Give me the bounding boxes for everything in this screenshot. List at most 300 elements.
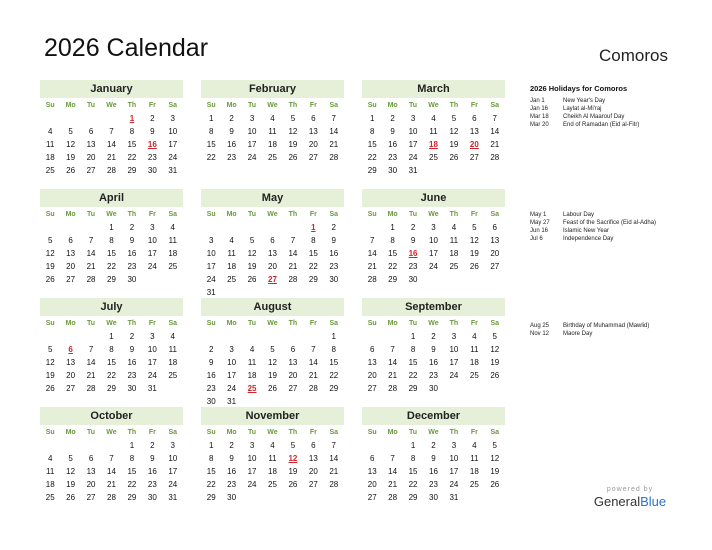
day-cell: 10 [408,127,418,136]
day-cell: 26 [469,262,479,271]
weekday-label: Tu [409,102,418,109]
day-cell: 10 [247,454,257,463]
day-cell: 30 [127,384,137,393]
day-cell: 14 [288,249,298,258]
empty-cell [81,439,101,452]
day-grid [40,439,183,504]
day-cell: 8 [129,127,135,136]
day-cell: 13 [490,236,500,245]
day-cell: 9 [129,236,135,245]
empty-cell [262,221,282,234]
day-cell: 8 [369,127,375,136]
day-cell: 26 [66,166,76,175]
day-cell: 2 [229,114,234,123]
weekday-header [201,426,344,439]
day-cell: 8 [129,454,135,463]
day-cell: 20 [66,262,76,271]
day-cell: 13 [288,358,298,367]
day-cell: 21 [367,262,377,271]
day-cell: 22 [308,262,318,271]
day-cell: 23 [429,371,438,380]
holiday-entry [530,97,700,105]
day-cell: 2 [331,223,336,232]
day-cell: 11 [268,127,277,136]
day-cell: 17 [147,358,157,367]
day-cell: 20 [367,371,377,380]
day-cell: 14 [86,358,96,367]
weekday-label: Sa [329,429,339,436]
day-cell: 15 [206,467,216,476]
month-july [40,298,183,395]
month-name: December [362,407,505,425]
day-cell: 15 [308,249,318,258]
day-cell: 26 [45,275,55,284]
day-cell: 23 [329,262,339,271]
day-cell: 8 [331,345,336,354]
day-cell: 24 [227,384,237,393]
holiday-group [530,322,700,338]
page-title: 2026 Calendar [44,34,209,62]
weekday-label: Fr [470,429,478,436]
day-cell: 26 [288,153,298,162]
empty-cell [40,439,60,452]
day-cell: 6 [290,345,296,354]
day-cell: 5 [290,114,296,123]
day-cell: 11 [227,249,236,258]
day-cell: 8 [109,345,114,354]
holiday-date: Jul 6 [530,236,543,242]
weekday-label: Fr [309,102,317,109]
day-cell: 28 [490,153,500,162]
day-cell: 29 [107,384,116,393]
day-cell: 6 [472,114,477,123]
day-cell: 22 [127,153,137,162]
day-cell: 31 [227,397,237,406]
day-cell: 21 [107,153,116,162]
day-cell: 11 [247,358,257,367]
day-cell: 26 [268,384,277,393]
empty-cell [262,330,282,343]
day-cell: 28 [388,493,398,502]
empty-cell [40,112,60,125]
day-cell: 12 [66,467,76,476]
day-cell: 24 [168,480,178,489]
weekday-label: We [106,102,117,109]
day-cell: 17 [206,262,216,271]
day-cell: 22 [206,480,216,489]
day-cell: 7 [369,236,375,245]
day-cell: 13 [367,358,377,367]
weekday-label: Sa [490,320,500,327]
day-cell: 11 [470,454,479,463]
empty-cell [201,221,221,234]
day-cell: 19 [66,153,76,162]
day-cell: 4 [451,223,457,232]
weekday-label: Sa [490,102,500,109]
day-cell: 12 [45,358,55,367]
empty-cell [362,330,382,343]
day-grid [362,221,505,286]
day-cell: 14 [388,467,398,476]
month-february [201,80,344,164]
weekday-label: Mo [65,320,76,327]
day-cell: 10 [147,345,157,354]
day-cell: 28 [388,384,398,393]
day-grid [362,439,505,504]
weekday-label: Mo [226,102,237,109]
day-cell: 4 [47,454,53,463]
weekday-label: We [267,429,278,436]
holiday-day: 1 [129,114,135,123]
powered-by-text: powered by [606,486,654,493]
day-cell: 12 [45,249,55,258]
day-cell: 28 [288,275,298,284]
day-cell: 17 [408,140,418,149]
weekday-label: Su [367,102,377,109]
holiday-entry [530,113,700,121]
holiday-date: May 27 [530,220,550,226]
day-cell: 11 [168,345,177,354]
holiday-day: 6 [68,345,73,354]
day-cell: 21 [329,140,339,149]
empty-cell [101,439,121,452]
weekday-label: Mo [226,429,237,436]
weekday-label: Sa [329,211,339,218]
day-cell: 18 [268,140,277,149]
day-cell: 29 [308,275,318,284]
day-cell: 1 [410,332,416,341]
weekday-label: Mo [387,102,398,109]
weekday-label: Th [127,320,137,327]
day-cell: 30 [206,397,216,406]
day-cell: 10 [449,454,459,463]
day-cell: 1 [208,114,214,123]
day-cell: 21 [490,140,500,149]
day-cell: 24 [449,480,459,489]
day-cell: 24 [147,262,157,271]
day-cell: 15 [388,249,398,258]
day-cell: 28 [107,493,116,502]
holiday-entry [530,235,700,243]
holiday-entry [530,121,700,129]
day-cell: 10 [247,127,257,136]
day-cell: 6 [492,223,497,232]
day-cell: 26 [66,493,76,502]
day-cell: 3 [150,332,155,341]
holiday-group [530,84,700,129]
day-cell: 31 [168,493,178,502]
day-cell: 25 [45,493,55,502]
day-cell: 20 [66,371,76,380]
weekday-label: Su [206,102,216,109]
weekday-label: We [428,429,439,436]
day-cell: 5 [451,114,457,123]
day-cell: 16 [329,249,339,258]
holiday-entry [530,330,700,338]
day-cell: 9 [431,345,436,354]
day-cell: 7 [88,236,94,245]
day-cell: 7 [290,236,296,245]
weekday-label: Fr [148,320,156,327]
day-cell: 20 [86,480,96,489]
day-cell: 8 [208,127,214,136]
weekday-label: Th [449,320,459,327]
weekday-label: We [428,320,439,327]
day-cell: 10 [168,127,178,136]
weekday-label: Fr [470,320,478,327]
day-cell: 14 [86,249,96,258]
day-grid [40,112,183,177]
day-cell: 22 [206,153,216,162]
day-cell: 8 [208,454,214,463]
day-cell: 16 [429,467,438,476]
day-cell: 20 [367,480,377,489]
day-cell: 5 [47,345,53,354]
day-cell: 7 [390,454,395,463]
day-cell: 20 [308,140,318,149]
weekday-header [40,426,183,439]
weekday-label: Tu [409,429,418,436]
day-cell: 1 [410,441,416,450]
day-cell: 29 [127,493,137,502]
country-label: Comoros [599,46,668,65]
weekday-header [362,208,505,221]
day-cell: 23 [147,480,157,489]
weekday-label: Th [449,102,459,109]
weekday-label: Tu [409,320,418,327]
holiday-day: 25 [247,384,257,393]
month-name: July [40,298,183,316]
day-cell: 9 [410,236,416,245]
day-grid [40,221,183,286]
holiday-date: Aug 25 [530,323,550,329]
weekday-label: Fr [148,102,156,109]
day-cell: 6 [88,454,94,463]
day-cell: 8 [410,454,416,463]
day-cell: 3 [431,223,436,232]
day-cell: 6 [270,236,275,245]
day-cell: 8 [109,236,114,245]
day-cell: 27 [308,153,318,162]
day-cell: 12 [66,140,76,149]
day-cell: 6 [68,236,73,245]
day-cell: 24 [429,262,438,271]
day-cell: 26 [288,480,298,489]
day-cell: 28 [329,480,339,489]
day-grid [201,330,344,408]
weekday-label: Sa [168,211,178,218]
weekday-label: Su [367,211,377,218]
day-cell: 29 [206,493,216,502]
day-cell: 13 [308,454,318,463]
day-cell: 25 [268,153,277,162]
day-cell: 6 [369,345,375,354]
holiday-date: Jan 16 [530,106,549,112]
day-cell: 19 [288,140,298,149]
day-cell: 23 [127,371,137,380]
day-cell: 18 [469,467,479,476]
day-cell: 16 [388,140,398,149]
empty-cell [221,330,241,343]
weekday-label: Sa [329,320,339,327]
day-cell: 13 [86,467,96,476]
month-march [362,80,505,177]
holiday-entry [530,227,700,235]
weekday-label: We [267,211,278,218]
day-cell: 30 [388,166,398,175]
day-cell: 30 [429,493,438,502]
day-cell: 10 [449,345,459,354]
day-cell: 4 [270,441,275,450]
day-cell: 12 [449,127,459,136]
day-cell: 16 [127,358,137,367]
day-cell: 19 [490,467,500,476]
day-cell: 22 [367,153,377,162]
day-cell: 15 [107,358,116,367]
weekday-label: Tu [248,429,257,436]
empty-cell [81,221,101,234]
day-grid [201,221,344,299]
day-cell: 15 [127,140,137,149]
day-cell: 25 [268,480,277,489]
day-cell: 14 [329,454,339,463]
weekday-label: Sa [490,211,500,218]
day-cell: 22 [408,480,418,489]
empty-cell [81,112,101,125]
day-cell: 2 [150,441,155,450]
day-cell: 5 [68,127,73,136]
day-cell: 15 [408,467,418,476]
day-cell: 9 [129,345,135,354]
holiday-name: Laylat al-Mi'raj [563,106,602,112]
weekday-header [201,99,344,112]
weekday-label: Fr [309,429,317,436]
holiday-day: 18 [429,140,438,149]
day-cell: 15 [367,140,377,149]
empty-cell [60,221,80,234]
day-cell: 24 [408,153,418,162]
day-cell: 25 [227,275,237,284]
holiday-date: Jun 16 [530,228,549,234]
weekday-label: Th [127,211,137,218]
holiday-day: 27 [268,275,277,284]
day-cell: 5 [249,236,255,245]
holiday-name: New Year's Day [563,98,606,104]
day-cell: 10 [429,236,438,245]
weekday-label: Mo [387,211,398,218]
holiday-list-title: 2026 Holidays for Comoros [530,84,628,93]
empty-cell [60,439,80,452]
holiday-entry [530,322,700,330]
weekday-label: We [267,102,278,109]
month-name: September [362,298,505,316]
weekday-label: Fr [470,102,478,109]
day-cell: 1 [129,441,135,450]
day-cell: 4 [270,114,275,123]
day-cell: 4 [170,332,175,341]
month-name: May [201,189,344,207]
day-cell: 17 [247,140,257,149]
day-cell: 19 [469,249,479,258]
day-cell: 16 [206,371,216,380]
holiday-day: 20 [469,140,479,149]
holiday-day: 16 [408,249,418,258]
day-cell: 9 [150,454,155,463]
day-cell: 24 [168,153,178,162]
day-cell: 17 [429,249,438,258]
day-cell: 9 [208,358,214,367]
day-cell: 19 [490,358,500,367]
weekday-label: Sa [329,102,339,109]
day-cell: 4 [229,236,234,245]
day-cell: 22 [388,262,398,271]
weekday-label: Su [367,429,377,436]
day-cell: 14 [107,140,116,149]
day-cell: 2 [150,114,155,123]
day-cell: 30 [147,166,157,175]
month-september [362,298,505,395]
day-cell: 21 [86,371,96,380]
day-cell: 13 [86,140,96,149]
day-cell: 2 [410,223,416,232]
day-cell: 26 [45,384,55,393]
day-cell: 12 [268,358,277,367]
month-august [201,298,344,408]
day-cell: 25 [168,371,178,380]
day-cell: 27 [367,384,377,393]
holiday-name: Independence Day [563,236,614,242]
day-cell: 11 [46,467,55,476]
empty-cell [242,221,262,234]
day-cell: 12 [247,249,257,258]
holiday-date: May 1 [530,212,547,218]
month-january [40,80,183,177]
empty-cell [382,439,402,452]
day-cell: 26 [247,275,257,284]
day-cell: 17 [168,140,178,149]
day-cell: 17 [147,249,157,258]
weekday-label: Mo [65,102,76,109]
day-cell: 22 [408,371,418,380]
weekday-header [40,208,183,221]
day-cell: 3 [208,236,214,245]
day-cell: 9 [229,454,234,463]
day-cell: 14 [490,127,500,136]
day-cell: 29 [408,493,418,502]
day-cell: 28 [329,153,339,162]
day-cell: 5 [492,441,497,450]
month-name: April [40,189,183,207]
weekday-label: Mo [387,429,398,436]
day-cell: 4 [472,441,477,450]
day-cell: 23 [429,480,438,489]
day-cell: 10 [168,454,178,463]
day-cell: 15 [408,358,418,367]
empty-cell [362,221,382,234]
day-cell: 13 [308,127,318,136]
weekday-label: We [106,211,117,218]
holiday-name: Cheikh Al Maarouf Day [563,114,625,120]
day-cell: 16 [127,249,137,258]
weekday-header [362,99,505,112]
holiday-group [530,211,700,243]
day-cell: 14 [367,249,377,258]
day-cell: 27 [66,275,76,284]
day-cell: 9 [390,127,395,136]
day-cell: 7 [331,441,336,450]
day-cell: 20 [490,249,500,258]
day-cell: 19 [247,262,257,271]
